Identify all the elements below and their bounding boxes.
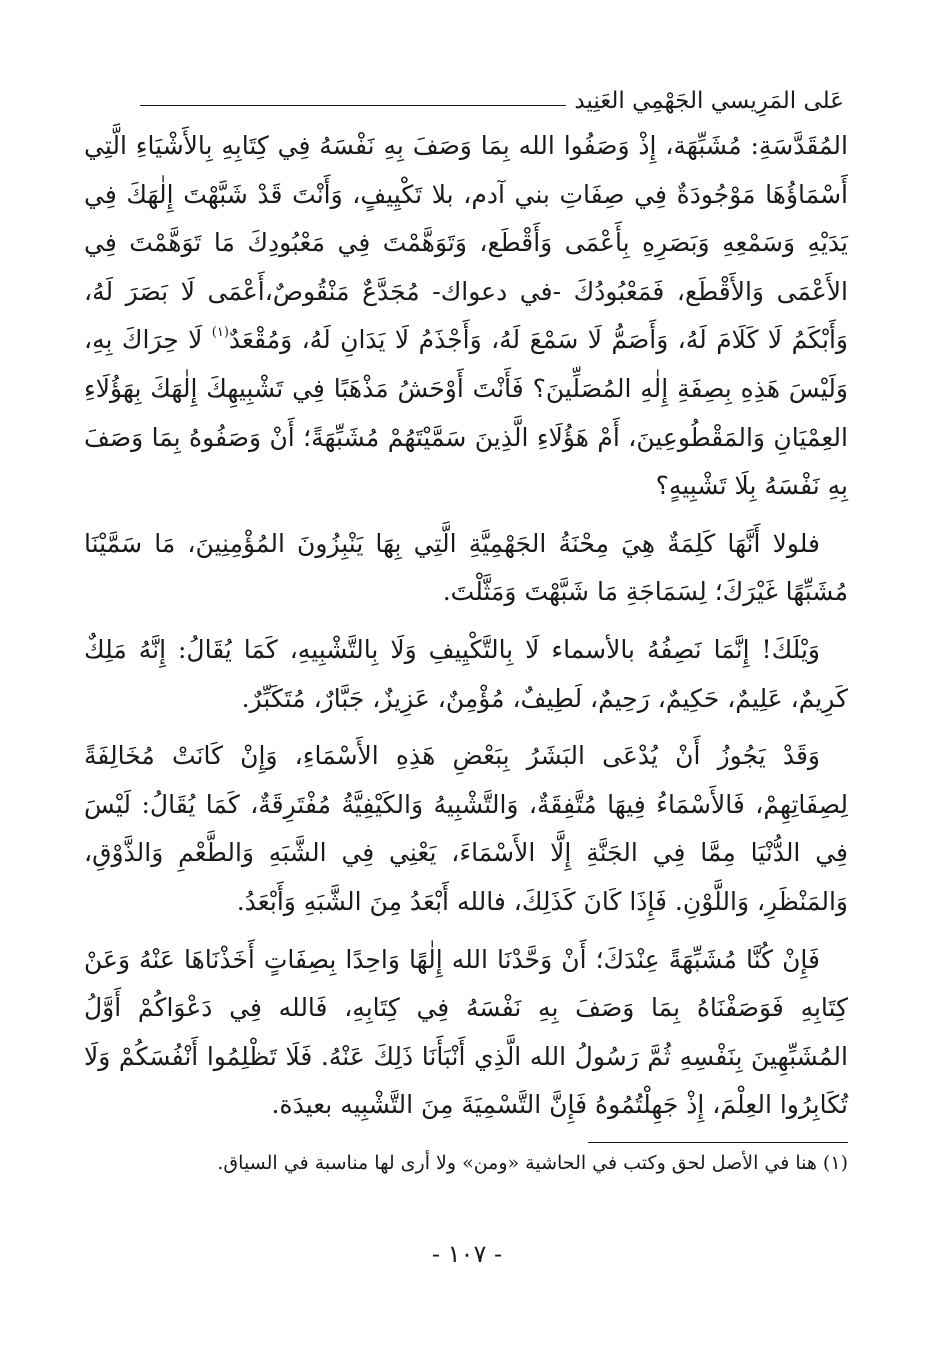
main-text: [84, 122, 848, 1139]
paragraph-text: المُقَدَّسَةِ: مُشَبِّهَة، إِذْ وَصَفُوا الله بِمَا وَصَفَ بِهِ نَفْسَهُ فِي كِتَابِهِ بِالأَشْيَاءِ الَّتِي أَسْمَاؤُهَا مَوْجُودَةٌ فِي صِفَاتِ بني آدم، بلا تَكْيِيفٍ، وَأَنْتَ قَدْ شَبَّهْتَ إِلٰهَكَ فِي يَدَيْهِ وَسَمْعِهِ وَبَصَرِهِ بِأَعْمَى وَأَقْطَع، وَتَوَهَّمْتَ فِي مَعْبُودِكَ مَا تَوَهَّمْتَ فِي الأَعْمَى وَالأَقْطَع، فَمَعْبُودُكَ -في دعواك- مُجَدَّعٌ مَنْقُوصٌ،أَعْمَى لَا بَصَرَ لَهُ، وَأَبْكَمُ لَا كَلَامَ لَهُ، وَأَصَمُّ لَا سَمْعَ لَهُ، وَأَجْذَمُ لَا يَدَانِ لَهُ، وَمُقْعَدٌ: [84, 131, 849, 355]
footnote-ref: (١): [211, 325, 229, 341]
paragraph: [84, 122, 848, 511]
paragraph: وَيْلَكَ! إِنَّمَا نَصِفُهُ بالأسماء لَا بِالتَّكْيِيفِ وَلَا بِالتَّشْبِيهِ، كَمَا يُقَالُ: إِنَّهُ مَلِكٌ كَرِيمٌ، عَلِيمٌ، حَكِيمٌ، رَحِيمٌ، لَطِيفٌ، مُؤْمِنٌ، عَزِيزٌ، جَبَّارٌ، مُتَكَبِّرٌ.: [84, 634, 848, 713]
running-header: [140, 76, 844, 116]
footnote: (١) هنا في الأصل لحق وكتب في الحاشية «ومن» ولا أرى لها مناسبة في السياق.: [217, 1152, 848, 1174]
paragraph: فلولا أَنَّهَا كَلِمَةٌ هِيَ مِحْنَةُ الجَهْمِيَّةِ الَّتِي بِهَا يَنْبِزُونَ المُؤْمِنِينَ، مَا سَمَّيْنَا مُشَبِّهًا غَيْرَكَ؛ لِسَمَاجَةِ مَا شَبَّهْتَ وَمَثَّلْتَ.: [84, 528, 848, 607]
paragraph: فَإِنْ كُنَّا مُشَبِّهَةً عِنْدَكَ؛ أَنْ وَحَّدْنَا الله إِلٰهًا وَاحِدًا بِصِفَاتٍ أَخَذْنَاهَا عَنْهُ وَعَنْ كِتَابِهِ فَوَصَفْنَاهُ بِمَا وَصَفَ بِهِ نَفْسَهُ فِي كِتَابِهِ، فَالله فِي دَعْوَاكُمْ أَوَّلُ المُشَبِّهِينَ بِنَفْسِهِ ثُمَّ رَسُولُ الله الَّذِي أَنْبَأَنَا ذَلِكَ عَنْهُ. فَلَا تَظْلِمُوا أَنْفُسَكُمْ وَلَا تُكَابِرُوا العِلْمَ، إِذْ جَهِلْتُمُوهُ فَإِنَّ التَّسْمِيَةَ مِنَ التَّشْبِيه بعيدَة.: [84, 944, 848, 1120]
running-title: عَلى المَرِيسي الجَهْمِي العَنِيد: [574, 88, 844, 114]
header-rule: [140, 105, 566, 106]
footnote-rule: [588, 1142, 848, 1143]
page-number: - ١٠٧ -: [431, 1240, 503, 1268]
paragraph: وَقَدْ يَجُوزُ أَنْ يُدْعَى البَشَرُ بِبَعْضِ هَذِهِ الأَسْمَاءِ، وَإِنْ كَانَتْ مُخَالِفَةً لِصِفَاتِهِمْ، فَالأَسْمَاءُ فِيهَا مُتَّفِقَةٌ، وَالتَّشْبِيهُ وَالكَيْفِيَّةُ مُفْتَرِقَةٌ، كَمَا يُقَالُ: لَيْسَ فِي الدُّنْيَا مِمَّا فِي الجَنَّةِ إِلَّا الأَسْمَاءَ، يَعْنِي فِي الشَّبَهِ وَالطَّعْمِ وَالذَّوْقِ، وَالمَنْظَرِ، وَاللَّوْنِ. فَإِذَا كَانَ كَذَلِكَ، فالله أَبْعَدُ مِنَ الشَّبَهِ وَأَبْعَدُ.: [84, 741, 848, 916]
paragraph-text: لَا حِرَاكَ بِهِ، وَلَيْسَ هَذِهِ بِصِفَةِ إِلٰهِ المُصَلِّينَ؟ فَأَنْتَ أَوْحَشُ مَذْهَبًا فِي تَشْبِيهِكَ إِلٰهَكَ بِهَؤُلَاءِ العِمْيَانِ وَالمَقْطُوعِينَ، أَمْ هَؤُلَاءِ الَّذِينَ سَمَّيْتَهُمْ مُشَبِّهَةً؛ أَنْ وَصَفُوهُ بِمَا وَصَفَ بِهِ نَفْسَهُ بِلَا تَشْبِيهٍ؟: [84, 325, 848, 501]
